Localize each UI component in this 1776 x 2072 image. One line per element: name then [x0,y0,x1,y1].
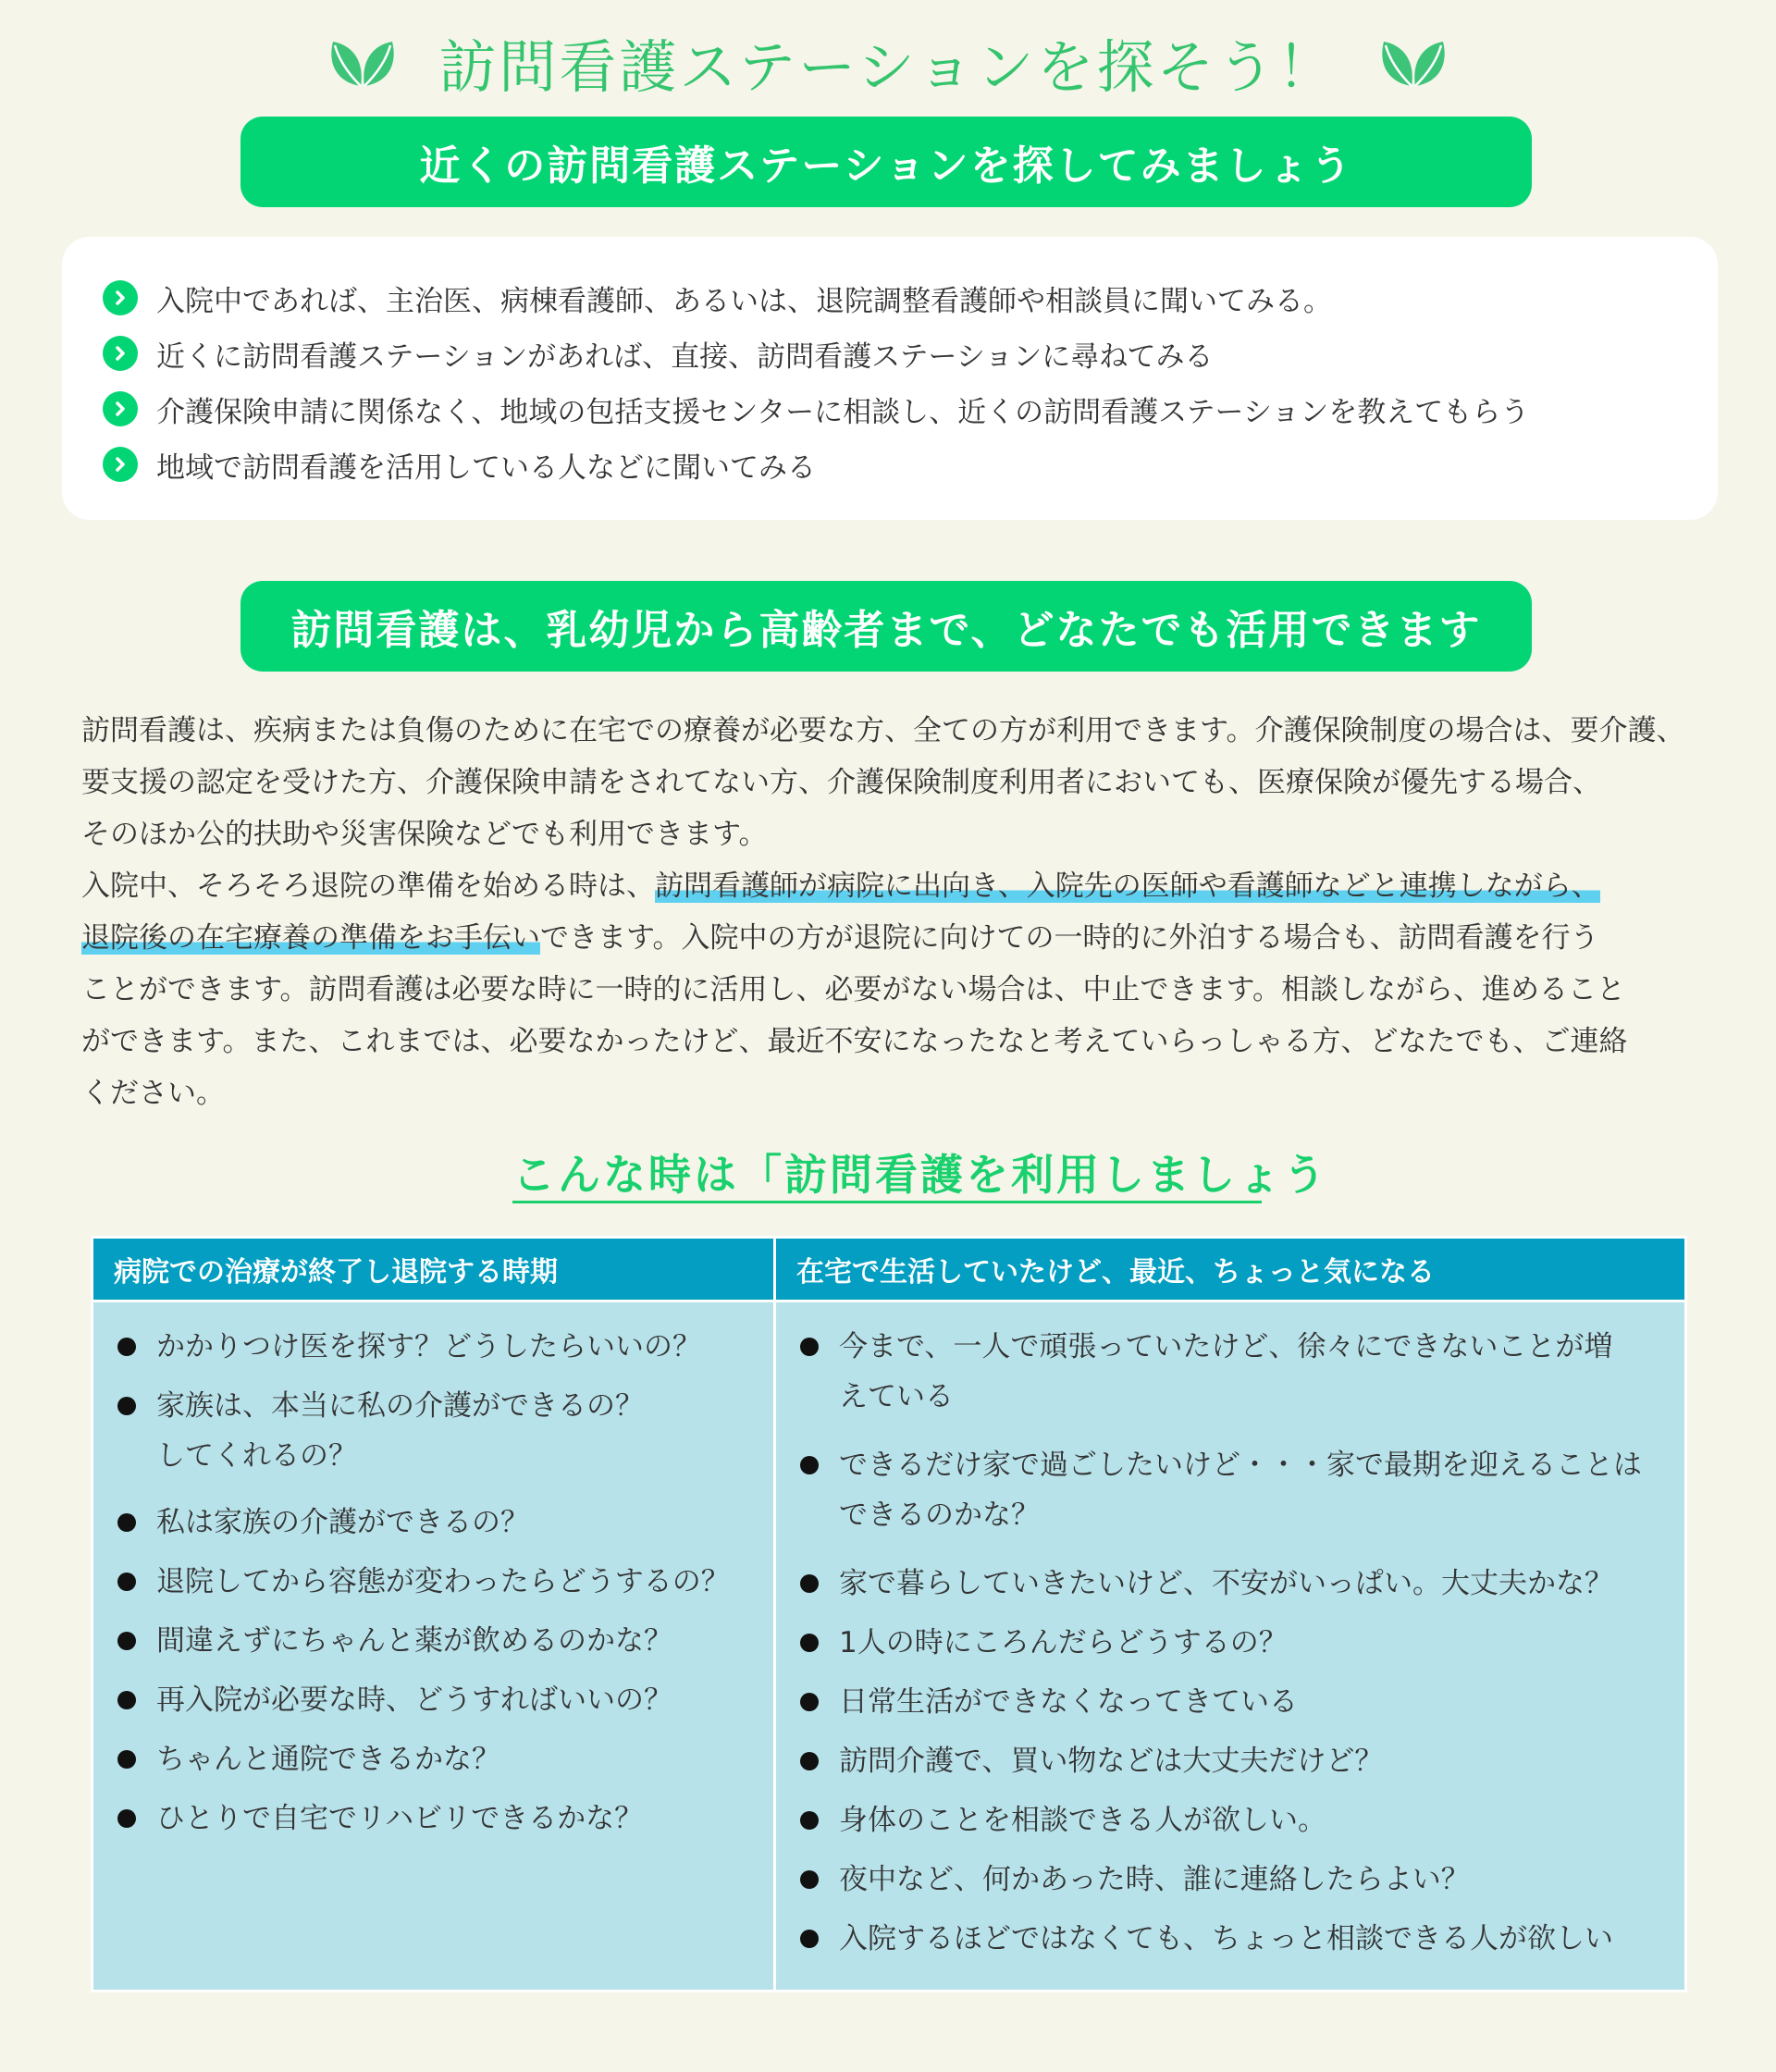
list-item [103,326,1529,381]
table-column-discharge [93,1239,776,1990]
bullet-icon [800,1574,819,1593]
table-list-item [800,1559,1613,1609]
bullet-icon [117,1632,136,1650]
page-title: 訪問看護ステーションを探そう！ [438,32,1338,101]
item-text: 夜中など、何かあった時、誰に連絡したらよい？ [839,1863,1470,1896]
paragraph-line: ができます。また、これまでは、必要なかったけど、最近不安になったなと考えていらっしゃる方、どなたでも、ご連絡 [81,1025,1628,1058]
table-list-item [800,1322,1612,1422]
table-list-item [117,1322,701,1372]
list-item-text: 地域で訪問看護を活用している人などに聞いてみる [156,450,816,485]
heading-underline [512,1201,1262,1203]
item-text: 1人の時にころんだらどうするの？ [839,1626,1288,1659]
item-text: 日常生活ができなくなってきている [839,1685,1298,1719]
item-text: 家族は、本当に私の介護ができるの？ [156,1389,644,1423]
table-list-item [117,1675,672,1725]
list-item-text: 入院中であれば、主治医、病棟看護師、あるいは、退院調整看護師や相談員に聞いてみる。 [156,284,1332,318]
item-text: えている [839,1380,954,1413]
bullet-icon [117,1338,136,1356]
chevron-right-icon [103,280,138,315]
item-text: ひとりで自宅でリハビリできるかな？ [156,1802,644,1835]
table-list-item [117,1616,672,1666]
chevron-right-icon [103,391,138,426]
when-to-use-table [91,1236,1687,1992]
bullet-icon [800,1634,819,1652]
highlighted-text: 訪問看護師が病院に出向き、入院先の医師や看護師などと連携しながら、 [655,870,1600,903]
usage-description [81,705,1719,1119]
item-text: ちゃんと通院できるかな？ [156,1743,500,1776]
list-item-text: 近くに訪問看護ステーションがあれば、直接、訪問看護ステーションに尋ねてみる [156,339,1214,374]
bullet-icon [117,1397,136,1415]
item-text: 家で暮らしていきたいけど、不安がいっぱい。大丈夫かな？ [839,1567,1613,1600]
item-text: 間違えずにちゃんと薬が飲めるのかな？ [156,1624,672,1658]
item-text: 今まで、一人で頑張っていたけど、徐々にできないことが増 [839,1330,1613,1363]
column-header: 病院での治療が終了し退院する時期 [93,1239,773,1302]
item-text: 入院するほどではなくても、ちょっと相談できる人が欲しい [839,1922,1613,1955]
paragraph-text: できます。入院中の方が退院に向けての一時的に外泊する場合も、訪問看護を行う [540,921,1599,955]
table-list-item [117,1498,529,1548]
paragraph-line [81,912,1719,964]
table-list-item [800,1855,1470,1905]
title-row [0,20,1776,104]
bullet-icon [800,1338,819,1356]
list-item [103,381,1529,437]
leaf-icon [1375,32,1452,92]
table-list-item [800,1440,1642,1540]
list-item [103,437,1529,492]
bullet-icon [800,1693,819,1711]
bullet-icon [800,1930,819,1948]
item-text: 私は家族の介護ができるの？ [156,1506,529,1539]
when-to-use-heading: こんな時は「訪問看護を利用しましょう [512,1150,1328,1200]
item-text: できるのかな？ [839,1498,1040,1532]
chevron-right-icon [103,447,138,482]
paragraph-line [81,860,1719,912]
table-list-item [800,1618,1288,1668]
find-station-list [103,270,1529,492]
item-text: かかりつけ医を探す？どうしたらいいの？ [156,1330,701,1363]
highlighted-text: 退院後の在宅療養の準備をお手伝い [81,921,540,955]
column-header: 在宅で生活していたけど、最近、ちょっと気になる [776,1239,1684,1302]
table-list-item [800,1795,1326,1845]
list-item [103,270,1529,326]
bullet-icon [800,1811,819,1830]
item-text: 訪問介護で、買い物などは大丈夫だけど？ [839,1745,1384,1778]
find-station-banner: 近くの訪問看護ステーションを探してみましょう [240,117,1532,207]
bullet-icon [117,1513,136,1532]
table-list-item [117,1734,500,1784]
bullet-icon [117,1691,136,1709]
table-list-item [117,1381,644,1481]
table-column-home [776,1239,1684,1990]
table-list-item [117,1557,730,1607]
item-text: 身体のことを相談できる人が欲しい。 [839,1804,1326,1837]
bullet-icon [800,1870,819,1889]
paragraph-line: ことができます。訪問看護は必要な時に一時的に活用し、必要がない場合は、中止できます。相談しながら、進めること [81,973,1626,1006]
chevron-right-icon [103,336,138,371]
paragraph-line: そのほか公的扶助や災害保険などでも利用できます。 [81,818,768,851]
table-list-item [800,1736,1383,1786]
paragraph-line: 要支援の認定を受けた方、介護保険申請をされてない方、介護保険制度利用者においても、医療保険が優先する場合、 [81,766,1601,799]
bullet-icon [117,1809,136,1828]
list-item-text: 介護保険申請に関係なく、地域の包括支援センターに相談し、近くの訪問看護ステーションを教えてもらう [156,395,1530,429]
table-list-item [800,1677,1298,1727]
find-station-card [62,237,1718,520]
paragraph-text: 入院中、そろそろ退院の準備を始める時は、 [81,870,655,903]
leaf-icon [324,32,401,92]
bullet-icon [800,1752,819,1770]
item-text: 退院してから容態が変わったらどうするの？ [156,1565,730,1598]
item-text: 再入院が必要な時、どうすればいいの？ [156,1684,672,1717]
bullet-icon [800,1456,819,1474]
usage-banner: 訪問看護は、乳幼児から高齢者まで、どなたでも活用できます [240,581,1532,672]
item-text: できるだけ家で過ごしたいけど・・・家で最期を迎えることは [839,1449,1642,1482]
table-list-item [117,1794,643,1844]
table-list-item [800,1914,1613,1964]
paragraph-line: ください。 [81,1077,225,1110]
bullet-icon [117,1750,136,1769]
paragraph-line: 訪問看護は、疾病または負傷のために在宅での療養が必要な方、全ての方が利用できます。介護保険制度の場合は、要介護、 [81,714,1685,747]
bullet-icon [117,1572,136,1591]
item-text: してくれるの？ [156,1439,357,1473]
